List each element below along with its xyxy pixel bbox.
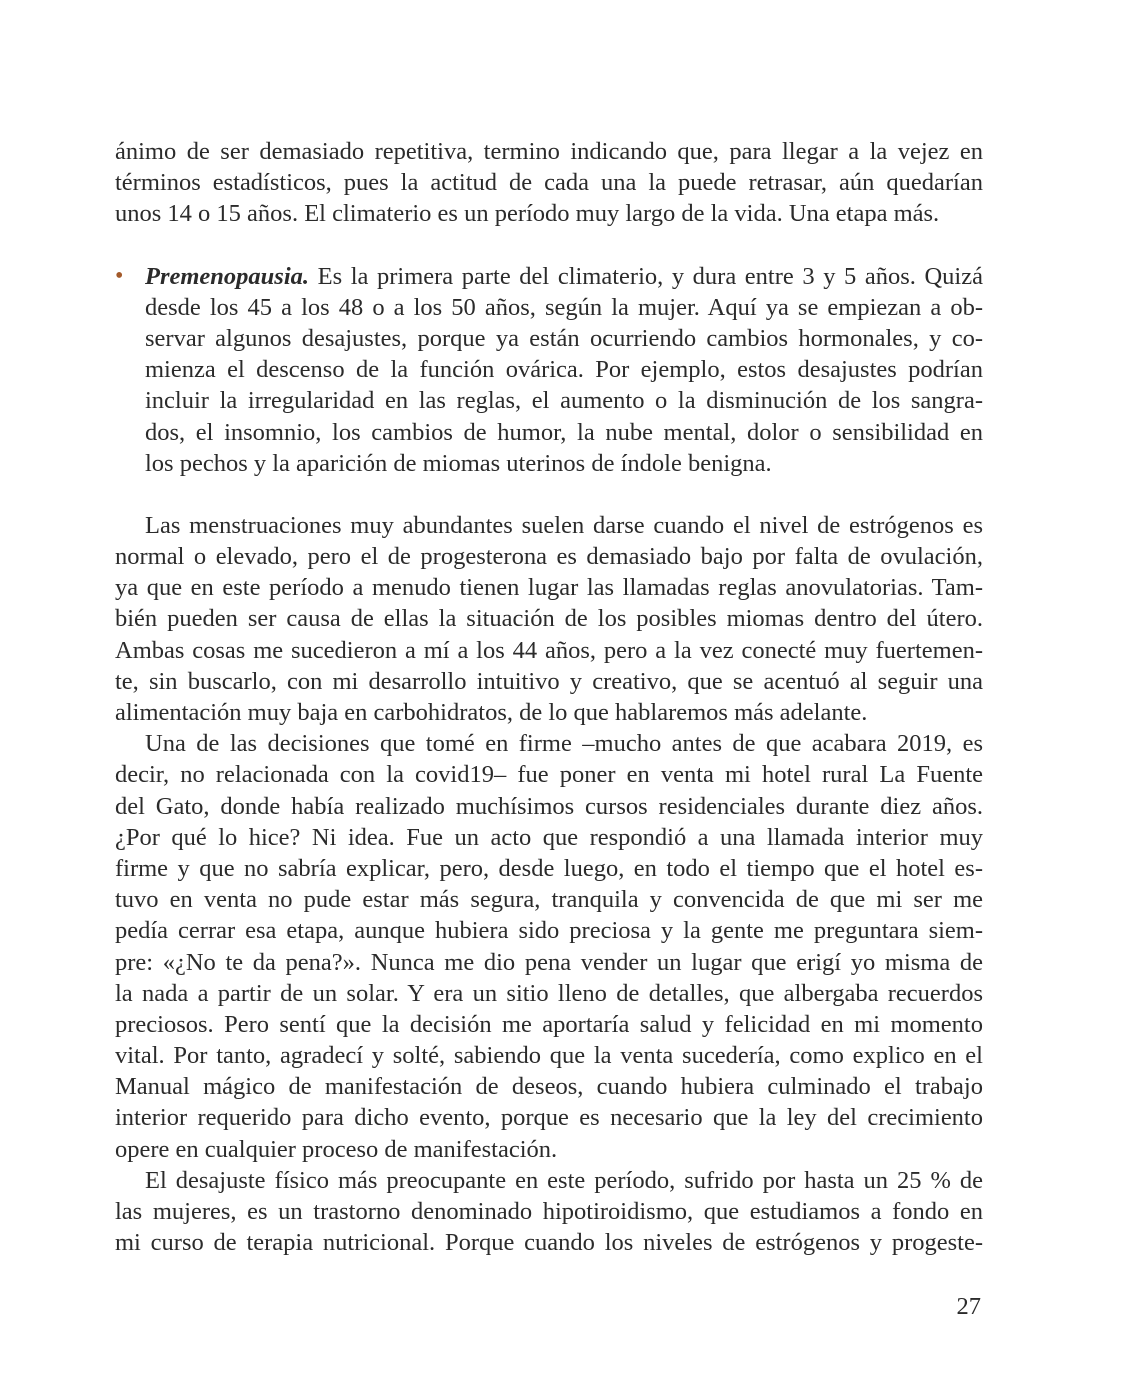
text-line: firme y que no sabría explicar, pero, desde luego, en todo el tiempo que el hotel es- — [115, 854, 983, 882]
text-line: ¿Por qué lo hice? Ni idea. Fue un acto que respondió a una llamada interior muy — [115, 823, 983, 851]
text-line: te, sin buscarlo, con mi desarrollo intuitivo y creativo, que se acentuó al seguir una — [115, 667, 983, 695]
text-line: las mujeres, es un trastorno denominado hipotiroidismo, que estudiamos a fondo en — [115, 1198, 983, 1225]
text-line: incluir la irregularidad en las reglas, el aumento o la disminución de los sangra- — [145, 387, 983, 415]
text-line: unos 14 o 15 años. El climaterio es un período muy largo de la vida. Una etapa más. — [115, 200, 940, 228]
page-body — [115, 136, 983, 1258]
text-line: ánimo de ser demasiado repetitiva, termino indicando que, para llegar a la vejez en — [115, 138, 983, 165]
text-line: tuvo en venta no pude estar más segura, tranquila y convencida de que mi ser me — [115, 886, 983, 914]
bullet-term: Premenopausia. — [145, 262, 310, 290]
paragraph-decisiones — [115, 728, 983, 1165]
text-line: los pechos y la aparición de miomas uterinos de índole benigna. — [145, 449, 772, 477]
paragraph-menstruaciones — [115, 510, 983, 728]
spacer — [115, 479, 983, 510]
text-line: mi curso de terapia nutricional. Porque cuando los niveles de estrógenos y progeste- — [115, 1229, 983, 1257]
bullet-first-line — [145, 261, 983, 292]
text-line: la nada a partir de un solar. Y era un sitio lleno de detalles, que albergaba recuerdos — [115, 979, 983, 1007]
bullet-icon: • — [115, 262, 124, 289]
text-line: El desajuste físico más preocupante en este período, sufrido por hasta un 25 % de — [145, 1166, 983, 1194]
text-line: Una de las decisiones que tomé en firme –mucho antes de que acabara 2019, es — [145, 730, 983, 758]
text-line: alimentación muy baja en carbohidratos, de lo que hablaremos más adelante. — [115, 699, 868, 726]
paragraph-intro — [115, 136, 983, 230]
text-line: mienza el descenso de la función ovárica. Por ejemplo, estos desajustes podrían — [145, 356, 983, 384]
text-line: opere en cualquier proceso de manifestación. — [115, 1135, 558, 1163]
text-line: ya que en este período a menudo tienen lugar las llamadas reglas anovulatorias. Tam- — [115, 574, 983, 602]
bullet-first-line-text: Es la primera parte del climaterio, y dura entre 3 y 5 años. Quizá — [309, 262, 983, 290]
text-line: vital. Por tanto, agradecí y solté, sabiendo que la venta sucedería, como explico en el — [115, 1042, 983, 1070]
text-line: Manual mágico de manifestación de deseos, cuando hubiera culminado el trabajo — [115, 1073, 983, 1101]
text-line: pedía cerrar esa etapa, aunque hubiera sido preciosa y la gente me preguntara siem- — [115, 917, 983, 945]
text-line: preciosos. Pero sentí que la decisión me aportaría salud y felicidad en mi momento — [115, 1010, 983, 1038]
text-line: bién pueden ser causa de ellas la situación de los posibles miomas dentro del útero. — [115, 605, 983, 633]
text-line: Ambas cosas me sucedieron a mí a los 44 años, pero a la vez conecté muy fuertemen- — [115, 636, 983, 664]
text-line: del Gato, donde había realizado muchísimos cursos residenciales durante diez años. — [115, 792, 983, 820]
paragraph-hipotiroidismo — [115, 1165, 983, 1259]
text-line: desde los 45 a los 48 o a los 50 años, según la mujer. Aquí ya se empiezan a ob- — [145, 293, 983, 321]
text-line: Las menstruaciones muy abundantes suelen darse cuando el nivel de estrógenos es — [145, 511, 983, 539]
spacer — [115, 230, 983, 261]
text-line: servar algunos desajustes, porque ya están ocurriendo cambios hormonales, y co- — [145, 324, 983, 352]
bullet-item-premenopausia — [115, 261, 983, 479]
text-line: pre: «¿No te da pena?». Nunca me dio pena vender un lugar que erigí yo misma de — [115, 948, 983, 976]
text-line: términos estadísticos, pues la actitud de cada una la puede retrasar, aún quedarían — [115, 169, 983, 197]
text-line: normal o elevado, pero el de progesterona es demasiado bajo por falta de ovulación, — [115, 543, 983, 571]
page-number: 27 — [956, 1293, 981, 1320]
text-line: dos, el insomnio, los cambios de humor, la nube mental, dolor o sensibilidad en — [145, 418, 983, 446]
text-line: decir, no relacionada con la covid19– fue poner en venta mi hotel rural La Fuente — [115, 761, 983, 789]
text-line: interior requerido para dicho evento, porque es necesario que la ley del crecimiento — [115, 1104, 983, 1132]
